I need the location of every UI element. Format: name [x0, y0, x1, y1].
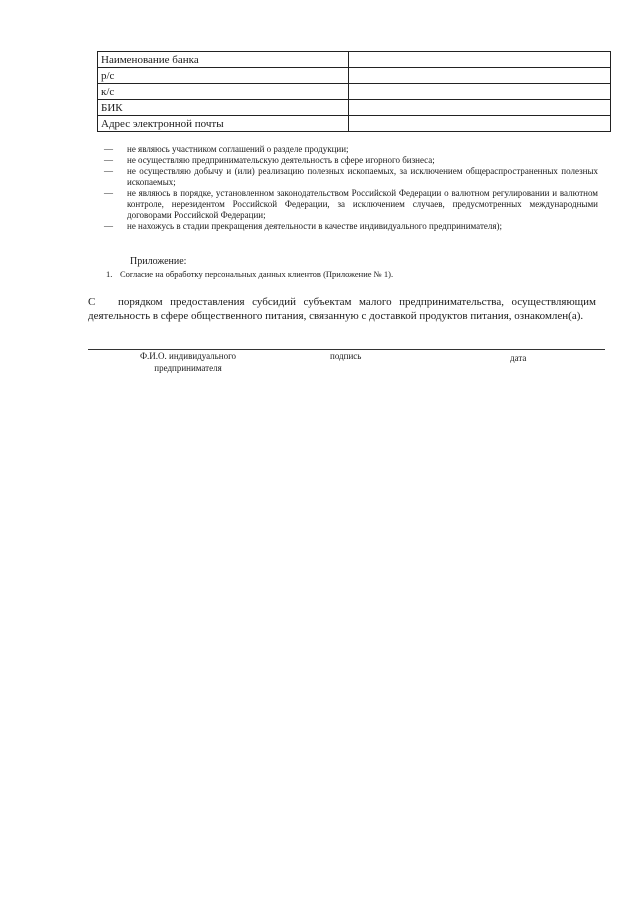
declarations-list	[104, 144, 598, 232]
table-row	[98, 68, 611, 84]
correspondent-account-value	[348, 84, 610, 100]
email-label: Адрес электронной почты	[98, 116, 349, 132]
list-item	[104, 155, 598, 166]
list-item	[106, 269, 393, 279]
declaration-text: не являюсь в порядке, установленном законодательством Российской Федерации о валютном регулировании и валютном контроле, нерезидентом Российской Федерации, за исключением случаев, предусмотренных международными договорами Российской Федерации;	[127, 188, 598, 220]
dash-marker: —	[104, 155, 113, 165]
settlement-account-label: р/с	[98, 68, 349, 84]
consent-paragraph	[88, 295, 596, 323]
dash-marker: —	[104, 188, 113, 198]
bik-value	[348, 100, 610, 116]
appendix-title: Приложение:	[130, 256, 187, 267]
appendix-text: Согласие на обработку персональных данных клиентов (Приложение № 1).	[120, 269, 394, 279]
declaration-text: не осуществляю предпринимательскую деятельность в сфере игорного бизнеса;	[127, 155, 435, 165]
table-row	[98, 84, 611, 100]
fio-label: Ф.И.О. индивидуального предпринимателя	[139, 351, 237, 373]
bank-name-label: Наименование банка	[98, 52, 349, 68]
appendix-list	[106, 269, 393, 279]
appendix-number: 1.	[106, 269, 113, 279]
list-item	[104, 221, 598, 232]
declaration-text: не нахожусь в стадии прекращения деятельности в качестве индивидуального предпринимателя);	[127, 221, 502, 231]
bank-details-table	[97, 51, 611, 132]
dash-marker: —	[104, 144, 113, 154]
table-row	[98, 100, 611, 116]
list-item	[104, 144, 598, 155]
list-item	[104, 166, 598, 188]
dash-marker: —	[104, 166, 113, 176]
list-item	[104, 188, 598, 221]
settlement-account-value	[348, 68, 610, 84]
declaration-text: не являюсь участником соглашений о разделе продукции;	[127, 144, 349, 154]
dash-marker: —	[104, 221, 113, 231]
consent-body: порядком предоставления субсидий субъектам малого предпринимательства, осуществляющим деятельность в сфере общественного питания, связанную с доставкой продуктов питания, ознакомлен(а).	[88, 296, 596, 322]
bank-name-value	[348, 52, 610, 68]
signature-label: подпись	[330, 351, 362, 361]
email-value	[348, 116, 610, 132]
consent-lead: С	[88, 296, 96, 308]
bik-label: БИК	[98, 100, 349, 116]
table-row	[98, 52, 611, 68]
declaration-text: не осуществляю добычу и (или) реализацию полезных ископаемых, за исключением общераспространенных полезных ископаемых;	[127, 166, 598, 187]
date-label: дата	[510, 353, 527, 363]
table-row	[98, 116, 611, 132]
correspondent-account-label: к/с	[98, 84, 349, 100]
